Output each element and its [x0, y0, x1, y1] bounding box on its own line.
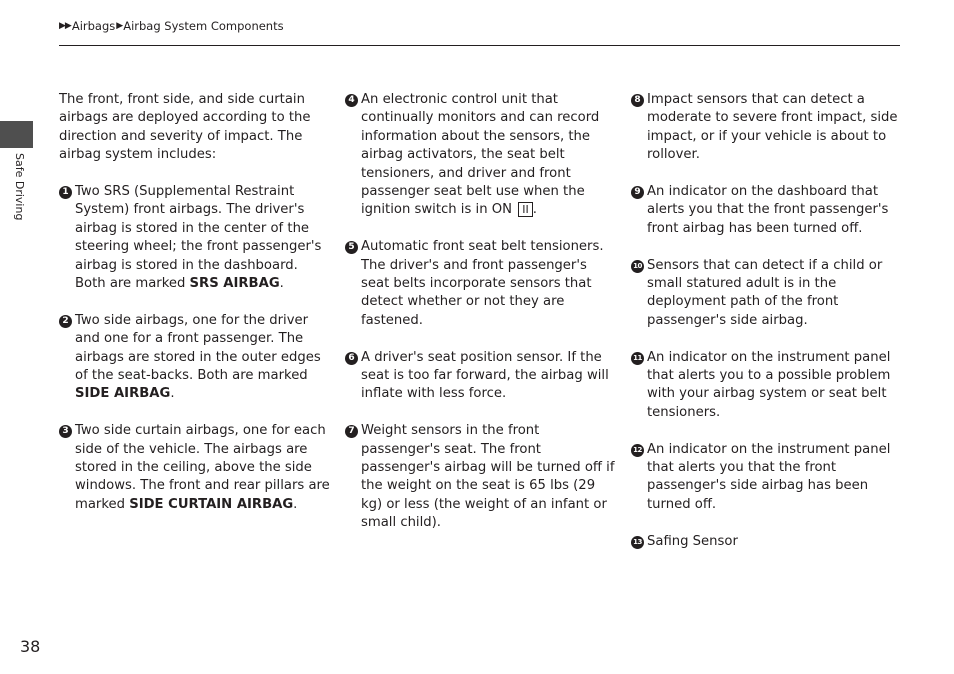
component-text-end: .: [279, 276, 284, 292]
number-2-icon: 2: [59, 315, 72, 328]
ignition-switch-icon: II: [518, 202, 533, 217]
number-7-icon: 7: [345, 425, 358, 438]
component-item-5: [345, 238, 615, 330]
ignition-position: ON: [491, 202, 512, 218]
component-text: Sensors that can detect if a child or small statured adult is in the deployment path of the front passenger's side airbag.: [647, 257, 883, 328]
component-text: Two side airbags, one for the driver and one for a front passenger. The airbags are stored in the outer edges of the seat-backs. Both are marked: [75, 312, 321, 384]
number-11-icon: 11: [631, 352, 644, 365]
number-3-icon: 3: [59, 425, 72, 438]
breadcrumb-link-airbags[interactable]: Airbags: [71, 19, 116, 33]
breadcrumb-separator-icon: ▶: [116, 21, 123, 31]
column-1: [59, 91, 331, 533]
breadcrumb-current: Airbag System Components: [123, 19, 284, 33]
component-text: Safing Sensor: [647, 533, 738, 549]
component-item-2: [59, 312, 331, 404]
number-6-icon: 6: [345, 352, 358, 365]
component-item-6: [345, 349, 615, 404]
number-10-icon: 10: [631, 260, 644, 273]
number-9-icon: 9: [631, 186, 644, 199]
number-13-icon: 13: [631, 536, 644, 549]
breadcrumb-arrow-icon: ▶▶: [59, 21, 71, 31]
component-text: Automatic front seat belt tensioners. The driver's and front passenger's seat belts incorporate sensors that detect whether or not they are fastened.: [361, 239, 604, 328]
number-12-icon: 12: [631, 444, 644, 457]
component-item-3: [59, 422, 331, 514]
component-item-1: [59, 183, 331, 293]
number-1-icon: 1: [59, 186, 72, 199]
component-text: A driver's seat position sensor. If the seat is too far forward, the airbag will inflate with less force.: [361, 349, 609, 402]
component-item-10: [631, 257, 903, 331]
number-5-icon: 5: [345, 241, 358, 254]
component-text-end: .: [170, 386, 175, 402]
component-text: An indicator on the instrument panel that alerts you that the front passenger's side airbag has been turned off.: [647, 441, 891, 512]
component-text: An indicator on the instrument panel that alerts you to a possible problem with your airbag system or seat belt tensioners.: [647, 349, 891, 420]
number-4-icon: 4: [345, 94, 358, 107]
component-marking: SIDE CURTAIN AIRBAG: [129, 496, 294, 512]
component-text: An electronic control unit that continually monitors and can record information about the sensors, the airbag activators, the seat belt tensioners, and driver and front passenger seat belt use when the ignition switch is in: [361, 92, 600, 218]
breadcrumb: [59, 19, 284, 33]
component-text: Impact sensors that can detect a moderate to severe front impact, side impact, or if your vehicle is about to rollover.: [647, 92, 898, 163]
component-text-end: .: [293, 496, 298, 512]
section-tab[interactable]: [0, 121, 33, 148]
component-item-12: [631, 441, 903, 515]
component-text: An indicator on the dashboard that alerts you that the front passenger's front airbag has been turned off.: [647, 184, 889, 236]
section-tab-label: Safe Driving: [13, 153, 26, 221]
component-item-7: [345, 422, 615, 532]
header-rule: [59, 45, 900, 46]
component-item-4: [345, 91, 615, 220]
component-text: Two SRS (Supplemental Restraint System) front airbags. The driver's airbag is stored in the center of the steering wheel; the front passenger's airbag is stored in the dashboard. Both are marked: [75, 184, 322, 292]
component-text: Two side curtain airbags, one for each side of the vehicle. The airbags are stored in the ceiling, above the side windows. The front and rear pillars are marked: [75, 423, 330, 512]
intro-paragraph: The front, front side, and side curtain airbags are deployed according to the direction and severity of impact. The airbag system includes:: [59, 92, 311, 163]
component-item-11: [631, 349, 903, 423]
column-2: [345, 91, 615, 551]
page-number: 38: [20, 637, 41, 656]
component-item-13: [631, 533, 903, 551]
component-marking: SRS AIRBAG: [189, 276, 280, 292]
component-marking: SIDE AIRBAG: [75, 386, 171, 402]
number-8-icon: 8: [631, 94, 644, 107]
column-3: [631, 91, 903, 569]
component-item-9: [631, 183, 903, 238]
component-text-end: .: [532, 202, 537, 218]
component-text: Weight sensors in the front passenger's seat. The front passenger's airbag will be turned off if the weight on the seat is 65 lbs (29 kg) or less (the weight of an infant or small child).: [361, 423, 615, 531]
component-item-8: [631, 91, 903, 165]
